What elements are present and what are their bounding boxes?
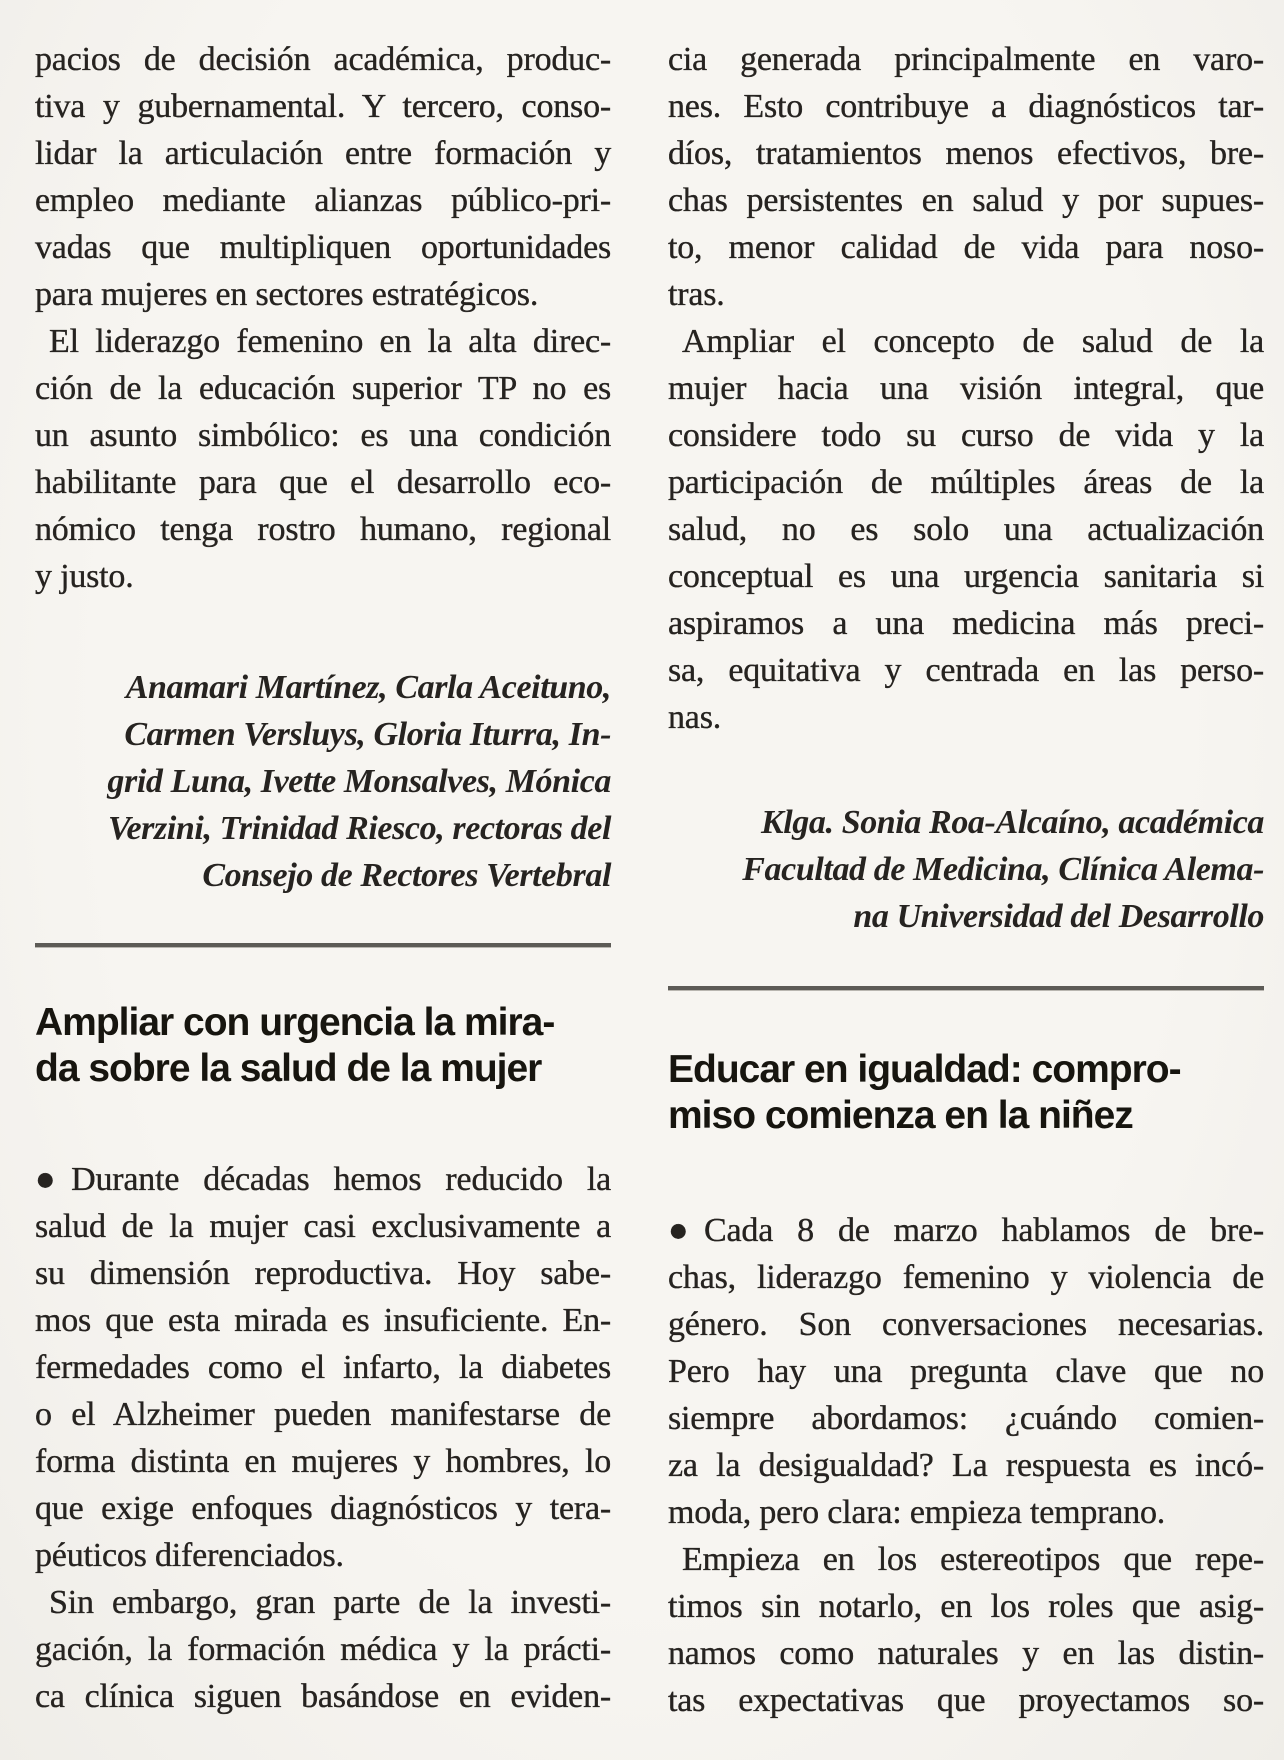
text-line: to, menor calidad de vida para noso- [668, 229, 1264, 266]
text-line: género. Son conversaciones necesarias. [668, 1306, 1264, 1343]
letter-title-salud-mujer [35, 1000, 611, 1092]
text-line: miso comienza en la niñez [668, 1094, 1133, 1137]
text-line: mujer hacia una visión integral, que [668, 370, 1264, 407]
text-line: Consejo de Rectores Vertebral [202, 857, 611, 894]
text-line: Ampliar con urgencia la mira- [35, 1001, 555, 1044]
text-line: su dimensión reproductiva. Hoy sabe- [35, 1255, 611, 1292]
section-divider [668, 986, 1264, 991]
text-line: chas persistentes en salud y por supues- [668, 182, 1264, 219]
text-line: Sin embargo, gran parte de la investi- [49, 1584, 611, 1621]
letter-closing-paragraph [35, 318, 611, 600]
text-line: grid Luna, Ivette Monsalves, Mónica [107, 763, 611, 800]
text-line: Anamari Martínez, Carla Aceituno, [125, 669, 611, 706]
letter-closing-paragraph [668, 318, 1264, 741]
text-line: o el Alzheimer pueden manifestarse de [35, 1396, 611, 1433]
text-line: aspiramos a una medicina más preci- [668, 605, 1264, 642]
letter-title-educar-igualdad [668, 1047, 1264, 1139]
text-line: da sobre la salud de la mujer [35, 1047, 542, 1090]
text-line: Empieza en los estereotipos que repe- [682, 1541, 1264, 1578]
text-line: ción de la educación superior TP no es [35, 370, 611, 407]
text-line: nes. Esto contribuye a diagnósticos tar- [668, 88, 1264, 125]
text-line: Educar en igualdad: compro- [668, 1048, 1181, 1091]
text-line: Ampliar el concepto de salud de la [682, 323, 1264, 360]
text-line: na Universidad del Desarrollo [853, 898, 1264, 935]
letter-body-paragraph [35, 1156, 611, 1579]
letter-continuation-paragraph [668, 36, 1264, 318]
text-line: díos, tratamientos menos efectivos, bre- [668, 135, 1264, 172]
letter-signature-academica [668, 799, 1264, 940]
text-line: fermedades como el infarto, la diabetes [35, 1349, 611, 1386]
text-line: ca clínica siguen basándose en eviden- [35, 1678, 611, 1715]
letter-body-paragraph [35, 1579, 611, 1720]
text-line: Carmen Versluys, Gloria Iturra, In- [124, 716, 611, 753]
letter-continuation-paragraph [35, 36, 611, 318]
text-line: participación de múltiples áreas de la [668, 464, 1264, 501]
text-line: salud, no es solo una actualización [668, 511, 1264, 548]
text-line: mos que esta mirada es insuficiente. En- [35, 1302, 611, 1339]
text-line: chas, liderazgo femenino y violencia de [668, 1259, 1264, 1296]
text-line: salud de la mujer casi exclusivamente a [35, 1208, 611, 1245]
text-line: za la desigualdad? La respuesta es incó- [668, 1447, 1264, 1484]
text-line: El liderazgo femenino en la alta direc- [49, 323, 611, 360]
text-line: cia generada principalmente en varo- [668, 41, 1264, 78]
letter-signature-rectoras [35, 664, 611, 899]
text-line: Pero hay una pregunta clave que no [668, 1353, 1264, 1390]
text-line: siempre abordamos: ¿cuándo comien- [668, 1400, 1264, 1437]
letter-body-paragraph [668, 1207, 1264, 1536]
text-line: nómico tenga rostro humano, regional [35, 511, 611, 548]
text-line: para mujeres en sectores estratégicos. [35, 276, 539, 313]
text-line: lidar la articulación entre formación y [35, 135, 611, 172]
text-line: ●Durante décadas hemos reducido la [35, 1161, 611, 1198]
text-line: gación, la formación médica y la prácti- [35, 1631, 611, 1668]
letter-body-paragraph [668, 1536, 1264, 1724]
text-line: Verzini, Trinidad Riesco, rectoras del [107, 810, 611, 847]
text-line: conceptual es una urgencia sanitaria si [668, 558, 1264, 595]
text-line: ●Cada 8 de marzo hablamos de bre- [668, 1212, 1264, 1249]
text-line: tiva y gubernamental. Y tercero, conso- [35, 88, 611, 125]
text-line: timos sin notarlo, en los roles que asig- [668, 1588, 1264, 1625]
text-line: sa, equitativa y centrada en las perso- [668, 652, 1264, 689]
text-line: nas. [668, 699, 722, 736]
text-line: pacios de decisión académica, produc- [35, 41, 611, 78]
text-line: y justo. [35, 558, 134, 595]
text-line: tras. [668, 276, 725, 313]
text-line: que exige enfoques diagnósticos y tera- [35, 1490, 611, 1527]
text-line: forma distinta en mujeres y hombres, lo [35, 1443, 611, 1480]
text-line: habilitante para que el desarrollo eco- [35, 464, 611, 501]
text-line: namos como naturales y en las distin- [668, 1635, 1264, 1672]
text-line: empleo mediante alianzas público-pri- [35, 182, 611, 219]
text-line: un asunto simbólico: es una condición [35, 417, 611, 454]
section-divider [35, 943, 611, 948]
text-line: considere todo su curso de vida y la [668, 417, 1264, 454]
text-line: moda, pero clara: empieza temprano. [668, 1494, 1166, 1531]
text-line: Klga. Sonia Roa-Alcaíno, académica [760, 804, 1264, 841]
left-column [35, 36, 611, 1720]
text-line: tas expectativas que proyectamos so- [668, 1682, 1264, 1719]
right-column [668, 36, 1264, 1724]
text-line: péuticos diferenciados. [35, 1537, 344, 1574]
text-line: vadas que multipliquen oportunidades [35, 229, 611, 266]
text-line: Facultad de Medicina, Clínica Alema- [742, 851, 1264, 888]
